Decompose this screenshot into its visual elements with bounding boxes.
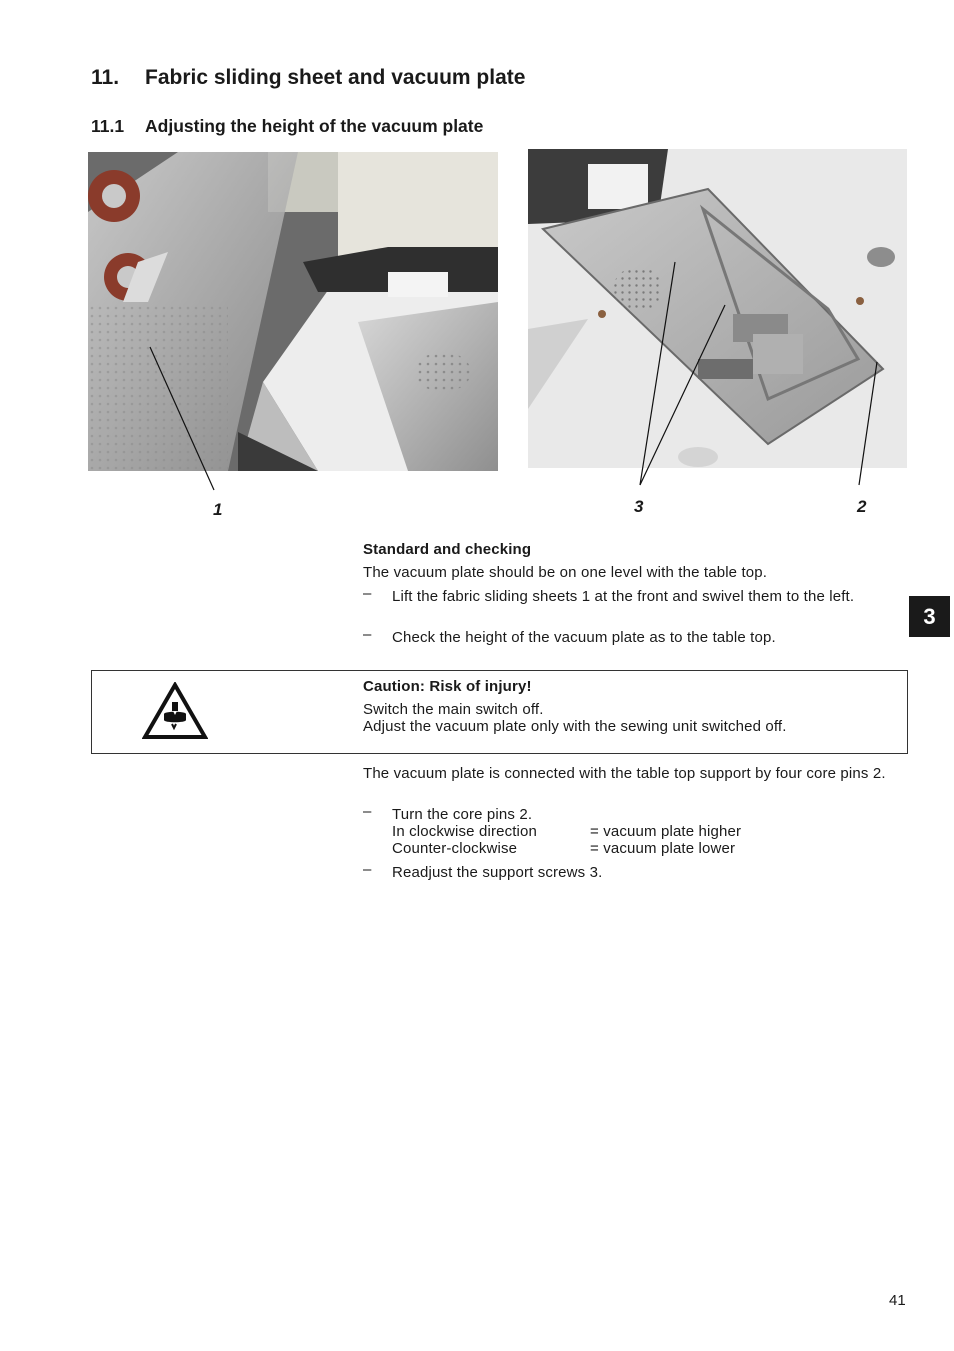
- callout-label-1: 1: [213, 500, 223, 519]
- direction-row: [392, 840, 902, 857]
- leader-line-1: [150, 347, 214, 490]
- bullet-text: Readjust the support screws 3.: [392, 864, 603, 881]
- bullet-dash: –: [363, 585, 372, 602]
- leader-line-2: [859, 362, 877, 485]
- section-number: 11.: [91, 66, 120, 89]
- bullet-text: Lift the fabric sliding sheets 1 at the front and swivel them to the left.: [392, 588, 855, 605]
- direction-label: In clockwise direction: [392, 823, 538, 840]
- subsection-number: 11.1: [91, 116, 125, 136]
- callout-leader-lines: [0, 0, 954, 540]
- bullet-item: [363, 861, 903, 882]
- leader-line-3a: [640, 262, 675, 485]
- caution-line-1: Switch the main switch off.: [363, 701, 544, 718]
- direction-label: Counter-clockwise: [392, 840, 518, 857]
- callout-label-2: 2: [857, 497, 867, 516]
- subsection-title: Adjusting the height of the vacuum plate: [145, 116, 484, 136]
- leader-line-3b: [640, 305, 725, 485]
- callout-label-3: 3: [634, 497, 644, 516]
- page-number: 41: [889, 1292, 906, 1309]
- bullet-item: [363, 803, 903, 858]
- bullet-text: Turn the core pins 2.: [392, 806, 533, 823]
- hand-injury-warning-icon: [142, 682, 208, 740]
- bullet-dash: –: [363, 803, 372, 820]
- direction-result: = vacuum plate higher: [590, 823, 742, 840]
- standard-intro: The vacuum plate should be on one level with the table top.: [363, 564, 768, 581]
- adjust-intro: The vacuum plate is connected with the table top support by four core pins 2.: [363, 765, 886, 782]
- bullet-dash: –: [363, 861, 372, 878]
- caution-title: Caution: Risk of injury!: [363, 678, 532, 695]
- bullet-item: [363, 585, 903, 624]
- direction-result: = vacuum plate lower: [590, 840, 736, 857]
- chapter-tab: 3: [909, 596, 950, 637]
- caution-box: [91, 670, 908, 754]
- bullet-dash: –: [363, 626, 372, 643]
- bullet-text: Check the height of the vacuum plate as to the table top.: [392, 629, 776, 646]
- section-title: Fabric sliding sheet and vacuum plate: [145, 66, 526, 89]
- direction-row: [392, 823, 902, 840]
- caution-line-2: Adjust the vacuum plate only with the sewing unit switched off.: [363, 718, 787, 735]
- bullet-item: [363, 626, 903, 647]
- bullet-content: [392, 806, 902, 857]
- standard-heading: Standard and checking: [363, 541, 532, 558]
